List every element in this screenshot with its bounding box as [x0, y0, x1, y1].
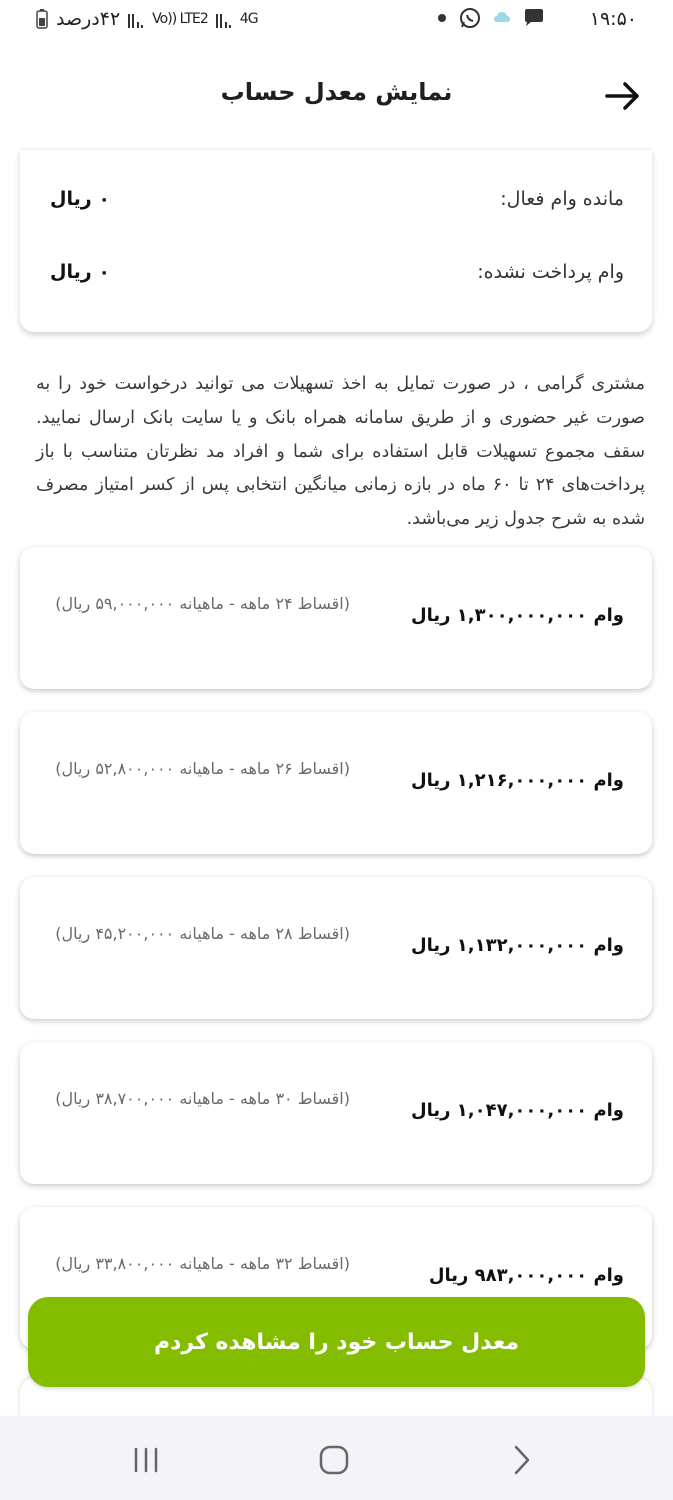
loan-amount: وام ۱,۲۱۶,۰۰۰,۰۰۰ ریال — [411, 770, 624, 791]
system-nav-bar — [0, 1416, 673, 1500]
loan-installment-detail: (اقساط ۳۰ ماهه - ماهیانه ۳۸,۷۰۰,۰۰۰ ریال) — [55, 1089, 350, 1108]
signal-icon-2 — [216, 10, 232, 28]
loan-installment-detail: (اقساط ۲۴ ماهه - ماهیانه ۵۹,۰۰۰,۰۰۰ ریال) — [55, 594, 350, 613]
unpaid-loan-label: وام پرداخت نشده: — [477, 261, 624, 283]
home-icon[interactable] — [316, 1442, 352, 1478]
status-time: ۱۹:۵۰ — [589, 8, 637, 30]
status-bar — [0, 0, 673, 46]
active-loan-label: مانده وام فعال: — [500, 188, 624, 210]
loan-option-card[interactable] — [20, 877, 652, 1019]
signal-icon — [128, 10, 144, 28]
confirm-viewed-button[interactable]: معدل حساب خود را مشاهده کردم — [28, 1297, 645, 1387]
page-title: نمایش معدل حساب — [220, 78, 453, 106]
app-header — [0, 60, 673, 132]
loan-installment-detail: (اقساط ۳۲ ماهه - ماهیانه ۳۳,۸۰۰,۰۰۰ ریال) — [55, 1254, 350, 1273]
active-loan-value: ۰ ریال — [50, 188, 110, 210]
account-summary-card — [20, 150, 652, 332]
unpaid-loan-row — [50, 261, 624, 291]
unpaid-loan-value: ۰ ریال — [50, 261, 110, 283]
loan-option-card[interactable] — [20, 1042, 652, 1184]
notification-icons — [437, 7, 545, 29]
status-left — [36, 8, 258, 30]
loan-amount: وام ۱,۱۳۲,۰۰۰,۰۰۰ ریال — [411, 935, 624, 956]
loan-option-card[interactable] — [20, 547, 652, 689]
back-arrow-icon[interactable] — [603, 76, 643, 116]
message-icon — [523, 8, 545, 28]
loan-amount: وام ۱,۳۰۰,۰۰۰,۰۰۰ ریال — [411, 605, 624, 626]
active-loan-row — [50, 188, 624, 218]
back-nav-icon[interactable] — [504, 1442, 540, 1478]
whatsapp-icon — [459, 7, 481, 29]
network-type: 4G — [239, 11, 258, 27]
loan-option-card[interactable] — [20, 712, 652, 854]
volte-indicator: Vo)) LTE2 — [152, 11, 208, 27]
loan-amount: وام ۱,۰۴۷,۰۰۰,۰۰۰ ریال — [411, 1100, 624, 1121]
battery-icon — [36, 9, 48, 29]
loan-installment-detail: (اقساط ۲۶ ماهه - ماهیانه ۵۲,۸۰۰,۰۰۰ ریال) — [55, 759, 350, 778]
cloud-icon — [493, 11, 511, 25]
battery-percent: ۴۲درصد — [56, 8, 121, 30]
recent-apps-icon[interactable] — [128, 1442, 164, 1478]
info-paragraph: مشتری گرامی ، در صورت تمایل به اخذ تسهیلات می توانید درخواست خود را به صورت غیر حضوری و از طریق سامانه همراه بانک و یا سایت بانک ارسال نمایید. سقف مجموع تسهیلات قابل استفاده برای شما و افراد مد نظرتان متناسب با باز پرداخت‌های ۲۴ تا ۶۰ ماه در بازه زمانی میانگین انتخابی پس از کسر امتیاز مصرف شده به شرح جدول زیر می‌باشد. — [36, 374, 645, 530]
dot-icon — [437, 13, 447, 23]
loan-installment-detail: (اقساط ۲۸ ماهه - ماهیانه ۴۵,۲۰۰,۰۰۰ ریال) — [55, 924, 350, 943]
loan-amount: وام ۹۸۳,۰۰۰,۰۰۰ ریال — [428, 1265, 624, 1286]
